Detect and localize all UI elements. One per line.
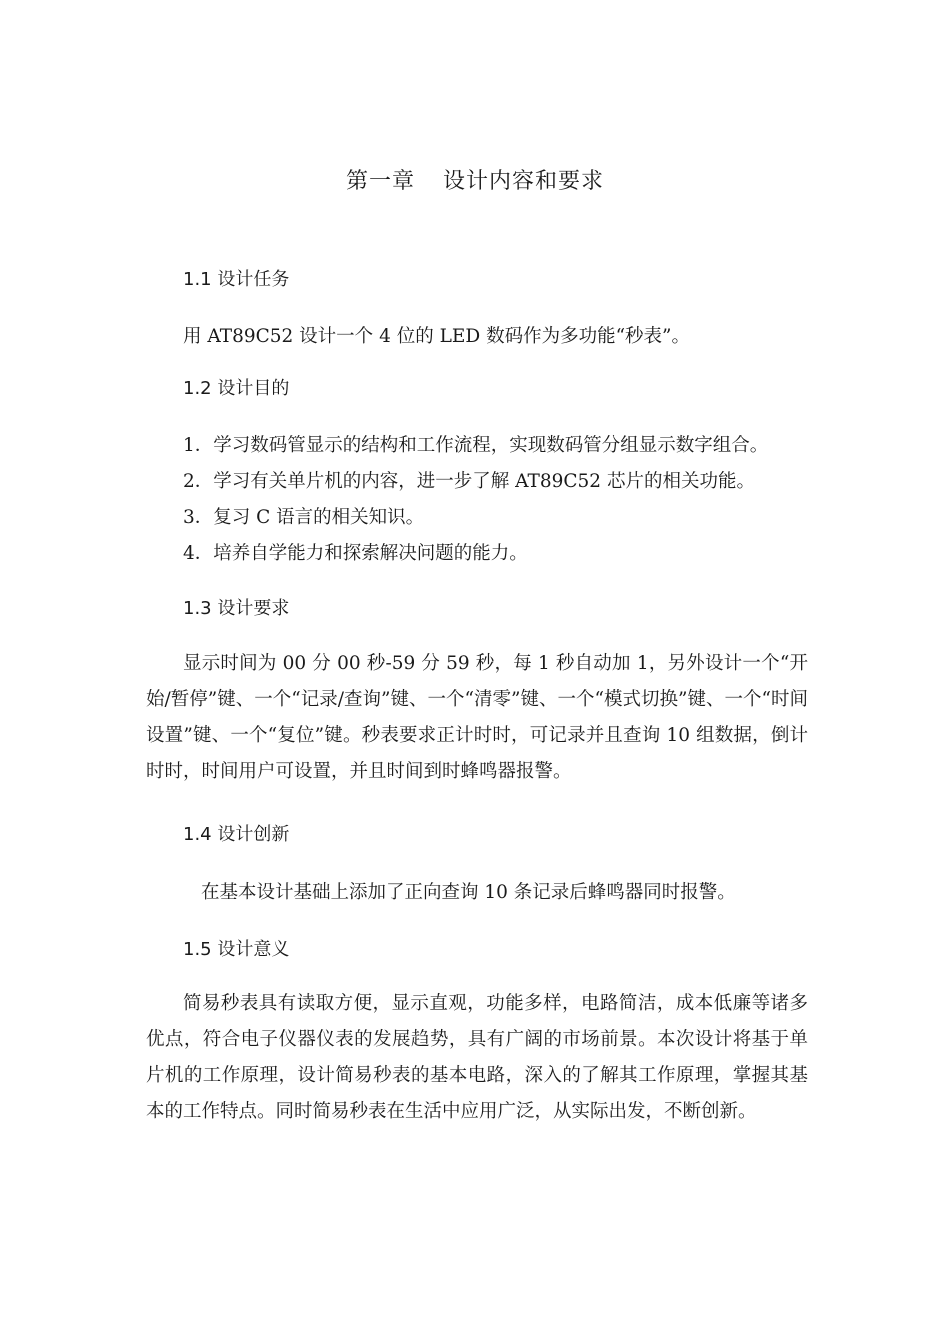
list-item: 1．学习数码管显示的结构和工作流程，实现数码管分组显示数字组合。	[183, 435, 769, 456]
section-1-1-text: 用 AT89C52 设计一个 4 位的 LED 数码作为多功能“秒表”。	[183, 326, 691, 347]
section-1-3-paragraph: 显示时间为 00 分 00 秒-59 分 59 秒，每 1 秒自动加 1，另外设计一个“开始/暂停”键、一个“记录/查询”键、一个“清零”键、一个“模式切换”键、一个“时间设置”键、一个“复位”键。秒表要求正计时时，可记录并且查询 10 组数据，倒计时时，时间用户可设置，并且时间到时蜂鸣器报警。	[146, 653, 808, 782]
section-heading-1-1: 1.1 设计任务	[183, 269, 290, 290]
section-heading-1-4: 1.4 设计创新	[183, 824, 290, 845]
section-heading-1-3: 1.3 设计要求	[183, 598, 290, 619]
section-1-5-paragraph: 简易秒表具有读取方便，显示直观，功能多样，电路简洁，成本低廉等诸多优点，符合电子仪器仪表的发展趋势，具有广阔的市场前景。本次设计将基于单片机的工作原理，设计简易秒表的基本电路，深入的了解其工作原理，掌握其基本的工作特点。同时简易秒表在生活中应用广泛，从实际出发，不断创新。	[146, 993, 808, 1122]
section-heading-1-2: 1.2 设计目的	[183, 378, 290, 399]
chapter-name: 设计内容和要求	[443, 169, 605, 194]
section-1-4-text: 在基本设计基础上添加了正向查询 10 条记录后蜂鸣器同时报警。	[201, 882, 736, 903]
chapter-title	[0, 164, 950, 195]
list-item: 3．复习 C 语言的相关知识。	[183, 507, 425, 528]
chapter-number: 第一章	[345, 169, 415, 194]
section-heading-1-5: 1.5 设计意义	[183, 939, 290, 960]
list-item: 4．培养自学能力和探索解决问题的能力。	[183, 543, 528, 564]
list-item: 2．学习有关单片机的内容，进一步了解 AT89C52 芯片的相关功能。	[183, 471, 755, 492]
